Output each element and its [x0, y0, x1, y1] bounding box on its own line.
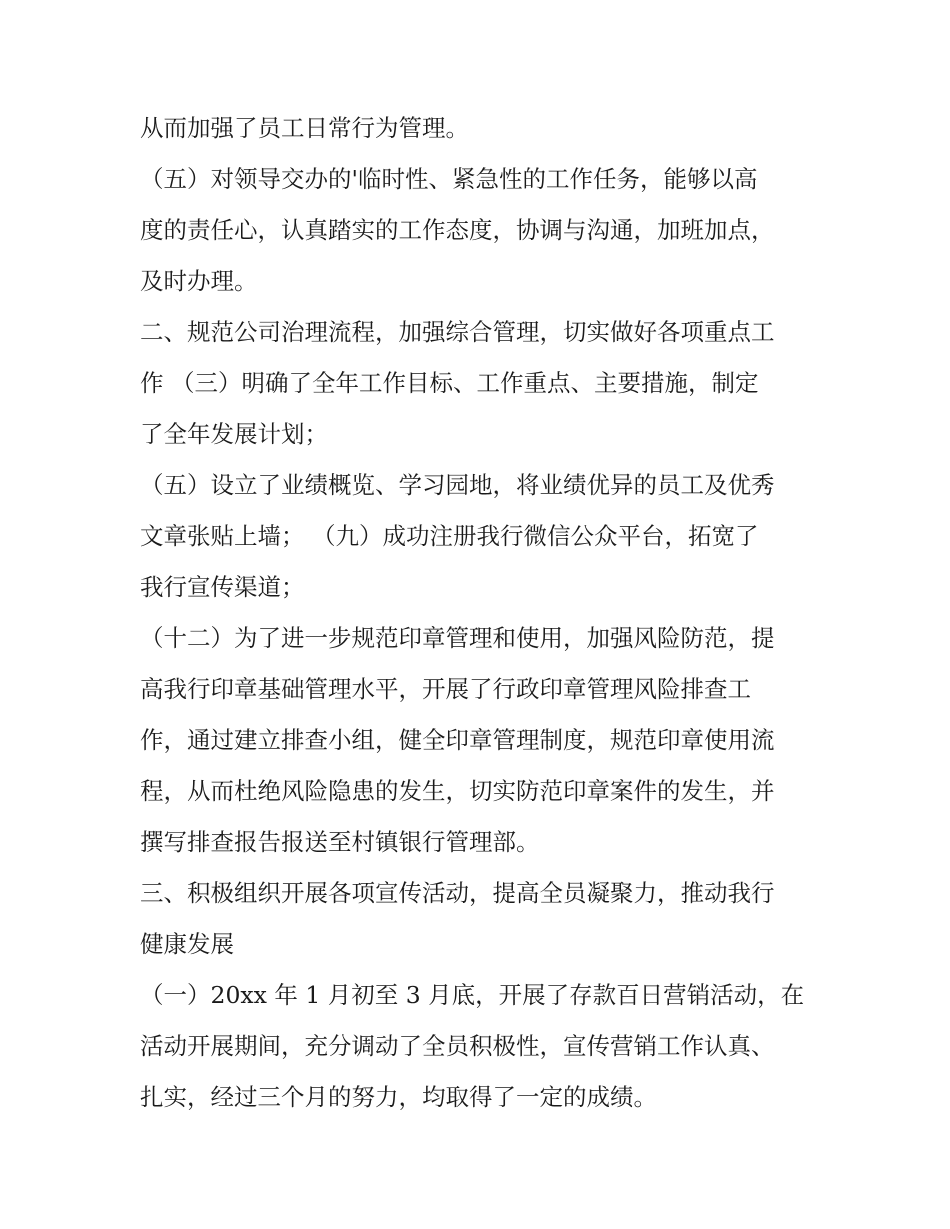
text-line: 文章张贴上墙； （九）成功注册我行微信公众平台，拓宽了 [140, 522, 759, 550]
text-line: （一）20xx 年 1 月初至 3 月底，开展了存款百日营销活动，在 [140, 981, 805, 1009]
text-line: （五）设立了业绩概览、学习园地，将业绩优异的员工及优秀 [140, 471, 775, 499]
text-line: 了全年发展计划； [140, 420, 328, 448]
text-line: 活动开展期间，充分调动了全员积极性，宣传营销工作认真、 [140, 1032, 775, 1060]
text-line: 撰写排查报告报送至村镇银行管理部。 [140, 828, 540, 856]
text-line: （十二）为了进一步规范印章管理和使用，加强风险防范，提 [140, 624, 775, 652]
text-line: 作 （三）明确了全年工作目标、工作重点、主要措施，制定 [140, 369, 759, 397]
text-line: 作，通过建立排查小组，健全印章管理制度，规范印章使用流 [140, 726, 775, 754]
text-line: （五）对领导交办的'临时性、紧急性的工作任务，能够以高 [140, 165, 758, 193]
text-line: 扎实，经过三个月的努力，均取得了一定的成绩。 [140, 1083, 657, 1111]
text-line: 三、积极组织开展各项宣传活动，提高全员凝聚力，推动我行 [140, 879, 775, 907]
text-line: 高我行印章基础管理水平，开展了行政印章管理风险排查工 [140, 675, 751, 703]
text-line: 及时办理。 [140, 267, 258, 295]
text-line: 二、规范公司治理流程，加强综合管理，切实做好各项重点工 [140, 318, 775, 346]
text-line: 我行宣传渠道； [140, 573, 305, 601]
text-line: 健康发展 [140, 930, 234, 958]
text-line: 程，从而杜绝风险隐患的发生，切实防范印章案件的发生，并 [140, 777, 775, 805]
text-line: 度的责任心，认真踏实的工作态度，协调与沟通，加班加点， [140, 216, 775, 244]
text-line: 从而加强了员工日常行为管理。 [140, 114, 469, 142]
